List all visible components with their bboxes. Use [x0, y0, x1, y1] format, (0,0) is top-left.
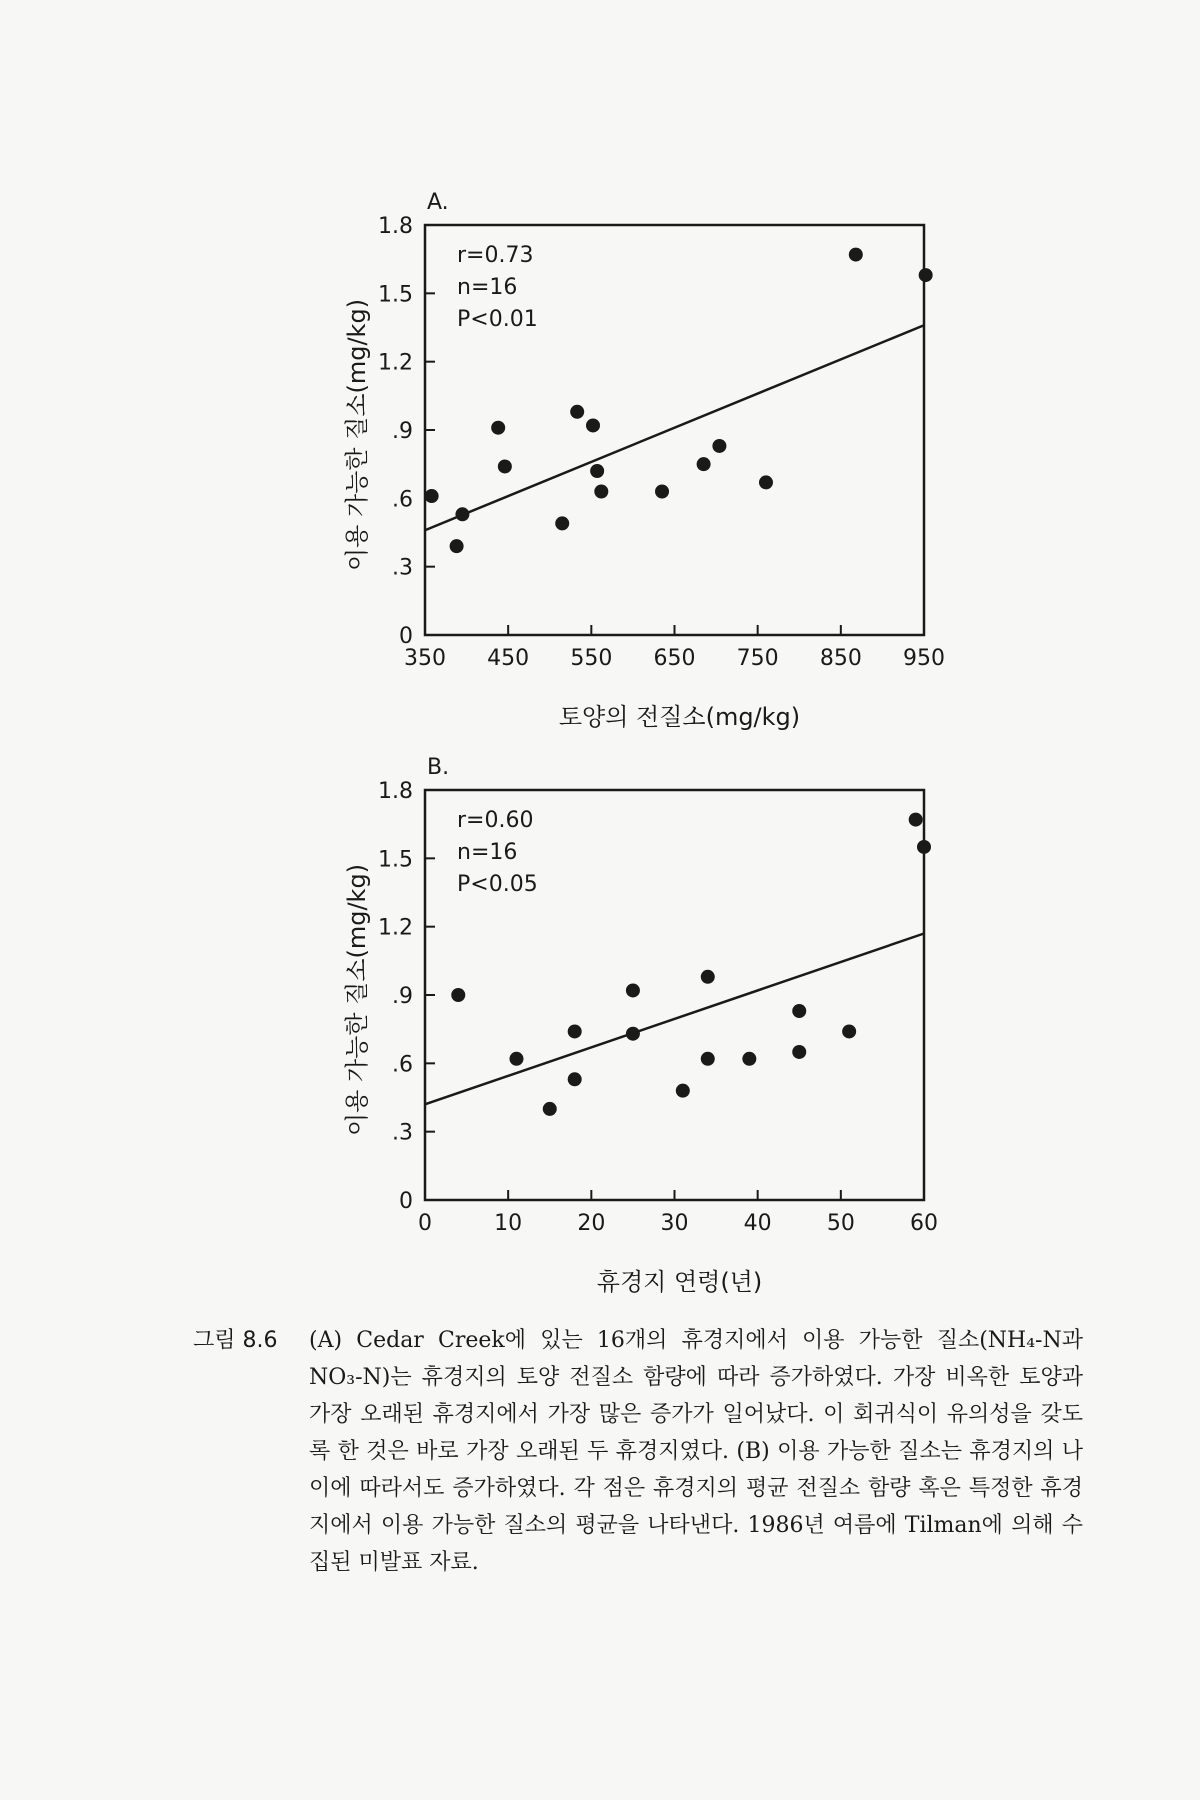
- chart-a-x-tick-label: 350: [404, 646, 446, 671]
- chart-a-y-tick-label: 1.5: [378, 282, 413, 308]
- chart-b-data-point: [451, 988, 465, 1002]
- chart-b-y-tick-label: .6: [392, 1052, 413, 1078]
- chart-a-data-point: [570, 405, 584, 419]
- chart-a-x-axis-title: 토양의 전질소(mg/kg): [558, 703, 801, 730]
- chart-b-data-point: [626, 1027, 640, 1041]
- chart-b-y-axis-title: 이용 가능한 질소(mg/kg): [343, 863, 371, 1137]
- chart-b-data-point: [568, 1024, 582, 1038]
- chart-b-data-point: [701, 970, 715, 984]
- chart-b-data-point: [917, 840, 931, 854]
- chart-a-data-point: [498, 459, 512, 473]
- chart-a-x-tick-label: 950: [903, 646, 945, 671]
- caption-label: 그림 8.6: [193, 1328, 278, 1353]
- chart-b: [0, 735, 1200, 1295]
- chart-b-regression-line: [425, 934, 924, 1105]
- chart-a-data-point: [455, 507, 469, 521]
- chart-b-data-point: [701, 1052, 715, 1066]
- chart-b-data-point: [909, 813, 923, 827]
- chart-b-y-tick-label: 1.5: [378, 847, 413, 873]
- chart-b-y-tick-label: .3: [392, 1120, 413, 1146]
- chart-b-data-point: [842, 1024, 856, 1038]
- chart-b-x-axis-title: 휴경지 연령(년): [596, 1268, 763, 1295]
- chart-a-x-tick-label: 450: [487, 646, 530, 671]
- chart-a-y-tick-label: 1.2: [378, 350, 413, 376]
- chart-a-y-tick-label: .3: [392, 555, 413, 581]
- chart-b-x-tick-label: 20: [577, 1211, 606, 1236]
- chart-a-data-point: [697, 457, 711, 471]
- chart-a-stat-text: r=0.73: [457, 243, 534, 268]
- chart-a-data-point: [655, 485, 669, 499]
- chart-a-y-tick-label: .6: [392, 487, 413, 513]
- chart-a: [0, 170, 1200, 730]
- chart-b-data-point: [509, 1052, 523, 1066]
- chart-b-y-tick-label: 0: [399, 1189, 413, 1214]
- chart-b-data-point: [676, 1084, 690, 1098]
- chart-b-stat-text: P<0.05: [457, 872, 538, 897]
- chart-a-data-point: [586, 418, 600, 432]
- chart-b-stat-text: r=0.60: [457, 808, 534, 833]
- chart-a-data-point: [919, 268, 933, 282]
- chart-a-x-tick-label: 850: [819, 646, 862, 671]
- chart-b-data-point: [792, 1004, 806, 1018]
- chart-b-data-point: [742, 1052, 756, 1066]
- chart-a-x-tick-label: 550: [570, 646, 613, 671]
- figure-caption: [193, 1322, 1083, 1581]
- chart-b-data-point: [792, 1045, 806, 1059]
- chart-a-y-tick-label: 0: [399, 624, 413, 649]
- chart-a-x-tick-label: 750: [736, 646, 779, 671]
- chart-b-x-tick-label: 10: [494, 1211, 523, 1236]
- chart-a-data-point: [594, 485, 608, 499]
- chart-b-x-tick-label: 50: [826, 1211, 855, 1236]
- chart-b-data-point: [568, 1072, 582, 1086]
- chart-a-y-tick-label: 1.8: [378, 214, 413, 239]
- chart-a-data-point: [491, 421, 505, 435]
- chart-b-x-tick-label: 30: [660, 1211, 689, 1236]
- caption-text: (A) Cedar Creek에 있는 16개의 휴경지에서 이용 가능한 질소(NH₄-N과 NO₃-N)는 휴경지의 토양 전질소 함량에 따라 증가하였다. 가장 비옥한 토양과 가장 오래된 휴경지에서 가장 많은 증가가 일어났다. 이 회귀식이 유의성을 갖도록 한 것은 바로 가장 오래된 두 휴경지였다. (B) 이용 가능한 질소는 휴경지의 나이에 따라서도 증가하였다. 각 점은 휴경지의 평균 전질소 함량 혹은 특정한 휴경지에서 이용 가능한 질소의 평균을 나타낸다. 1986년 여름에 Tilman에 의해 수집된 미발표 자료.: [309, 1328, 1084, 1575]
- chart-a-data-point: [759, 475, 773, 489]
- chart-b-x-tick-label: 40: [743, 1211, 772, 1236]
- chart-a-stat-text: P<0.01: [457, 307, 538, 332]
- chart-b-data-point: [543, 1102, 557, 1116]
- chart-b-x-tick-label: 0: [418, 1211, 432, 1236]
- chart-b-data-point: [626, 983, 640, 997]
- chart-a-data-point: [555, 516, 569, 530]
- chart-a-y-axis-title: 이용 가능한 질소(mg/kg): [343, 298, 371, 572]
- chart-b-stat-text: n=16: [457, 840, 518, 865]
- chart-a-x-tick-label: 650: [653, 646, 696, 671]
- chart-a-data-point: [712, 439, 726, 453]
- chart-a-panel-label: A.: [427, 190, 449, 215]
- chart-a-data-point: [450, 539, 464, 553]
- chart-a-data-point: [849, 248, 863, 262]
- chart-a-data-point: [590, 464, 604, 478]
- chart-a-y-tick-label: .9: [392, 419, 413, 444]
- chart-a-stat-text: n=16: [457, 275, 518, 300]
- chart-b-panel-label: B.: [427, 755, 450, 780]
- chart-b-y-tick-label: 1.8: [378, 779, 413, 804]
- chart-b-y-tick-label: 1.2: [378, 915, 413, 941]
- chart-b-y-tick-label: .9: [392, 984, 413, 1009]
- chart-a-data-point: [425, 489, 439, 503]
- chart-b-x-tick-label: 60: [910, 1211, 938, 1236]
